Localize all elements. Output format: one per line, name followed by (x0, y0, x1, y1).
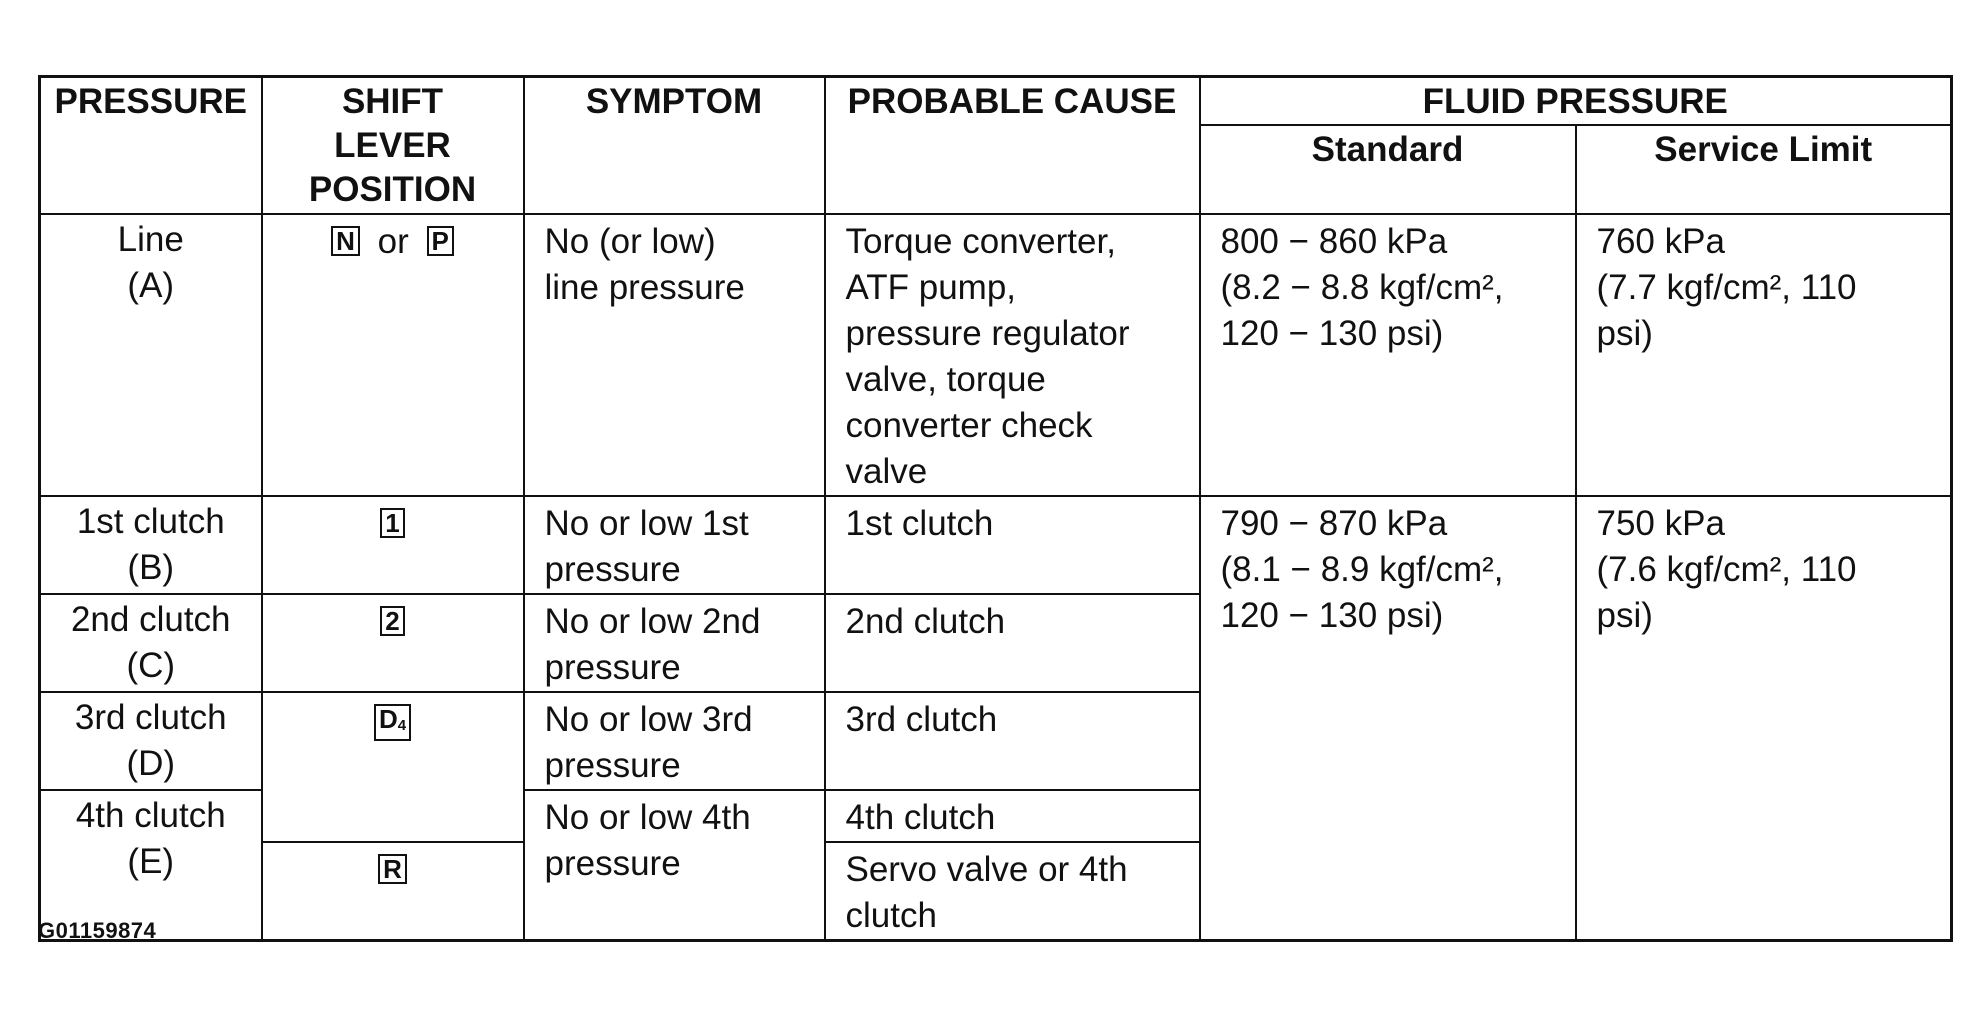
lever-1-badge: 1 (380, 508, 404, 538)
header-standard: Standard (1200, 125, 1576, 214)
lever-d-letter: D (378, 704, 398, 734)
service-limit-cell: 760 kPa (7.7 kgf/cm², 110 psi) (1576, 214, 1952, 496)
probable-cause-cell: Servo valve or 4th clutch (825, 842, 1200, 941)
probable-cause-cell: 3rd clutch (825, 692, 1200, 790)
shift-lever-cell (262, 214, 524, 496)
shift-lever-cell (262, 692, 524, 842)
lever-or-text: or (377, 222, 409, 261)
header-fluid-pressure: FLUID PRESSURE (1200, 77, 1952, 126)
header-shift-lever-position: SHIFT LEVER POSITION (262, 77, 524, 215)
symptom-cell: No (or low) line pressure (524, 214, 825, 496)
header-service-limit: Service Limit (1576, 125, 1952, 214)
standard-cell: 790 − 870 kPa (8.1 − 8.9 kgf/cm², 120 − 130 psi) (1200, 496, 1576, 941)
lever-p-badge: P (427, 226, 454, 256)
pressure-cell: Line (A) (40, 214, 262, 496)
symptom-cell: No or low 1st pressure (524, 496, 825, 594)
symptom-cell: No or low 4th pressure (524, 790, 825, 941)
shift-lever-cell (262, 594, 524, 692)
probable-cause-cell: 2nd clutch (825, 594, 1200, 692)
shift-lever-cell (262, 496, 524, 594)
lever-n-badge: N (331, 226, 360, 256)
symptom-cell: No or low 2nd pressure (524, 594, 825, 692)
header-symptom: SYMPTOM (524, 77, 825, 215)
service-limit-cell: 750 kPa (7.6 kgf/cm², 110 psi) (1576, 496, 1952, 941)
standard-cell: 800 − 860 kPa (8.2 − 8.8 kgf/cm², 120 − 130 psi) (1200, 214, 1576, 496)
lever-d-subscript: 4 (397, 717, 407, 734)
figure-code: G01159874 (38, 918, 157, 943)
header-pressure: PRESSURE (40, 77, 262, 215)
pressure-cell: 1st clutch (B) (40, 496, 262, 594)
pressure-cell: 4th clutch (E) (40, 790, 262, 941)
probable-cause-cell: 1st clutch (825, 496, 1200, 594)
lever-r-badge: R (378, 854, 407, 884)
shift-lever-cell (262, 842, 524, 941)
pressure-cell: 2nd clutch (C) (40, 594, 262, 692)
pressure-cell: 3rd clutch (D) (40, 692, 262, 790)
probable-cause-cell: Torque converter, ATF pump, pressure regulator valve, torque converter check valve (825, 214, 1200, 496)
table-row-line (40, 214, 1952, 496)
header-probable-cause: PROBABLE CAUSE (825, 77, 1200, 215)
probable-cause-cell: 4th clutch (825, 790, 1200, 842)
lever-d4-badge (374, 704, 411, 741)
symptom-cell: No or low 3rd pressure (524, 692, 825, 790)
table-row-1st-clutch (40, 496, 1952, 594)
lever-2-badge: 2 (380, 606, 404, 636)
fluid-pressure-table (38, 75, 1953, 942)
